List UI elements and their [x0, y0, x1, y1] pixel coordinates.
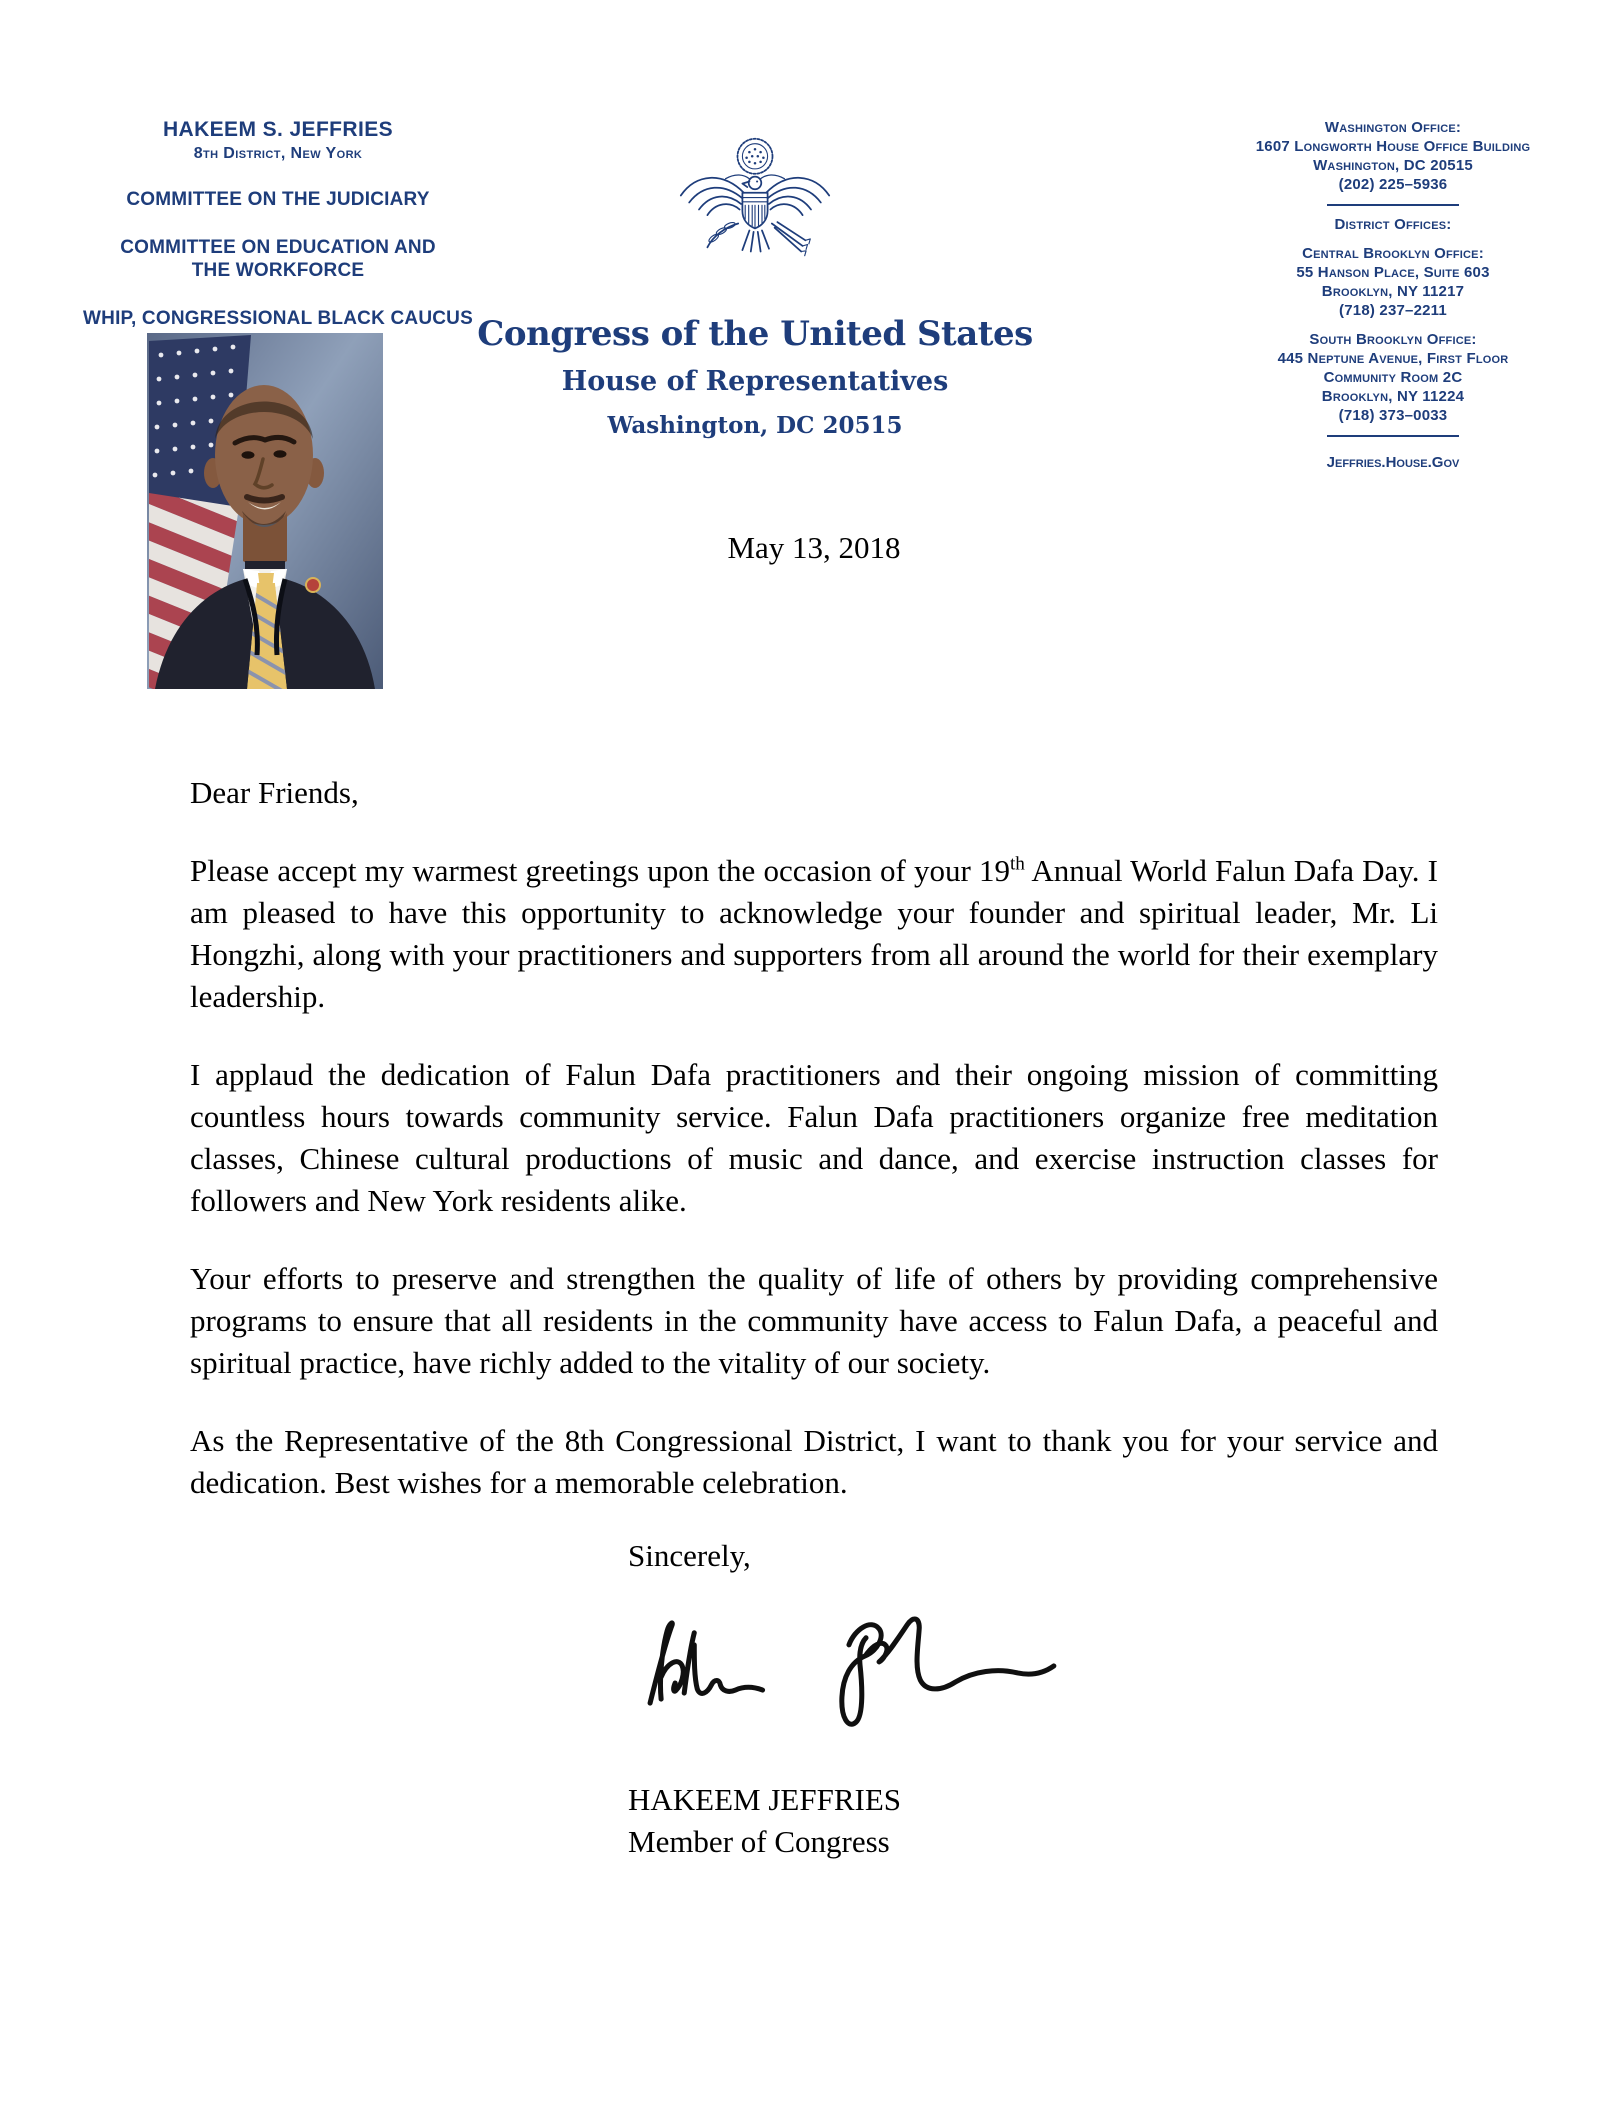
congress-title: Congress of the United States [477, 314, 1033, 354]
district-offices-title: District Offices: [1334, 216, 1452, 233]
washington-office-title: Washington Office: [1324, 119, 1462, 136]
central-office-address: 55 Hanson Place, Suite 603 [1296, 264, 1490, 281]
lapel-pin [306, 578, 320, 592]
official-portrait-photo [147, 333, 383, 689]
washington-office-city: Washington, DC 20515 [1313, 157, 1473, 174]
central-office-phone: (718) 237–2211 [1339, 302, 1447, 319]
member-name: HAKEEM S. JEFFRIES [162, 118, 394, 141]
washington-office-address: 1607 Longworth House Office Building [1255, 138, 1531, 155]
central-office-city: Brooklyn, NY 11217 [1321, 283, 1465, 300]
south-brooklyn-office [1213, 330, 1573, 425]
signer-name: HAKEEM JEFFRIES [628, 1782, 902, 1817]
divider [1327, 435, 1459, 437]
paragraph-2: I applaud the dedication of Falun Dafa practitioners and their ongoing mission of committing countless hours towards community service. Falun Dafa practitioners organize free meditation classes, Chinese cultural productions of music and dance, and exercise instruction classes for followers and New York residents alike. [190, 1057, 1438, 1218]
paragraph-1-text: Please accept my warmest greetings upon the occasion of your 19 [190, 853, 1010, 888]
paragraph-1-continued: Annual World Falun Dafa Day. I am pleased to have this opportunity to acknowledge your founder and spiritual leader, Mr. Li Hongzhi, along with your practitioners and supporters from all around the world for their exemplary leadership. [190, 853, 1438, 1014]
central-office-name: Central Brooklyn Office: [1302, 245, 1484, 262]
letter-body [190, 772, 1438, 1540]
signer-title: Member of Congress [628, 1824, 890, 1859]
paragraph-3: Your efforts to preserve and strengthen the quality of life of others by providing comprehensive programs to ensure that all residents in the community have access to Falun Dafa, a peaceful and spiritual practice, have richly added to the vitality of our society. [190, 1261, 1438, 1380]
paragraph-1 [190, 850, 1438, 1018]
committee-education-workforce: COMMITTEE ON EDUCATION AND THE WORKFORCE [120, 237, 436, 281]
website-text: Jeffries.House.Gov [1326, 454, 1460, 471]
closing: Sincerely, [628, 1538, 751, 1573]
member-district: 8th District, New York [193, 145, 363, 162]
paragraph-4: As the Representative of the 8th Congressional District, I want to thank you for your service and dedication. Best wishes for a memorable celebration. [190, 1423, 1438, 1500]
signature-image [634, 1604, 1086, 1756]
house-title: House of Representatives [561, 366, 949, 397]
central-brooklyn-office [1213, 244, 1573, 320]
washington-dc-line: Washington, DC 20515 [607, 412, 903, 439]
south-office-phone: (718) 373–0033 [1338, 407, 1448, 424]
member-info-block [60, 118, 496, 330]
south-office-room: Community Room 2C [1323, 369, 1463, 386]
letter-date: May 13, 2018 [727, 530, 901, 565]
south-office-address: 445 Neptune Avenue, First Floor [1277, 350, 1509, 367]
offices-block [1213, 118, 1573, 472]
superscript-th: th [1009, 853, 1025, 875]
salutation: Dear Friends, [190, 775, 359, 810]
washington-office-phone: (202) 225–5936 [1338, 176, 1448, 193]
whip-black-caucus: WHIP, CONGRESSIONAL BLACK CAUCUS [83, 308, 473, 329]
letterhead-center [440, 108, 1070, 439]
south-office-city: Brooklyn, NY 11224 [1321, 388, 1465, 405]
committee-judiciary: COMMITTEE ON THE JUDICIARY [126, 189, 430, 210]
south-office-name: South Brooklyn Office: [1309, 331, 1477, 348]
divider [1327, 204, 1459, 206]
great-seal-eagle-icon [671, 108, 839, 304]
